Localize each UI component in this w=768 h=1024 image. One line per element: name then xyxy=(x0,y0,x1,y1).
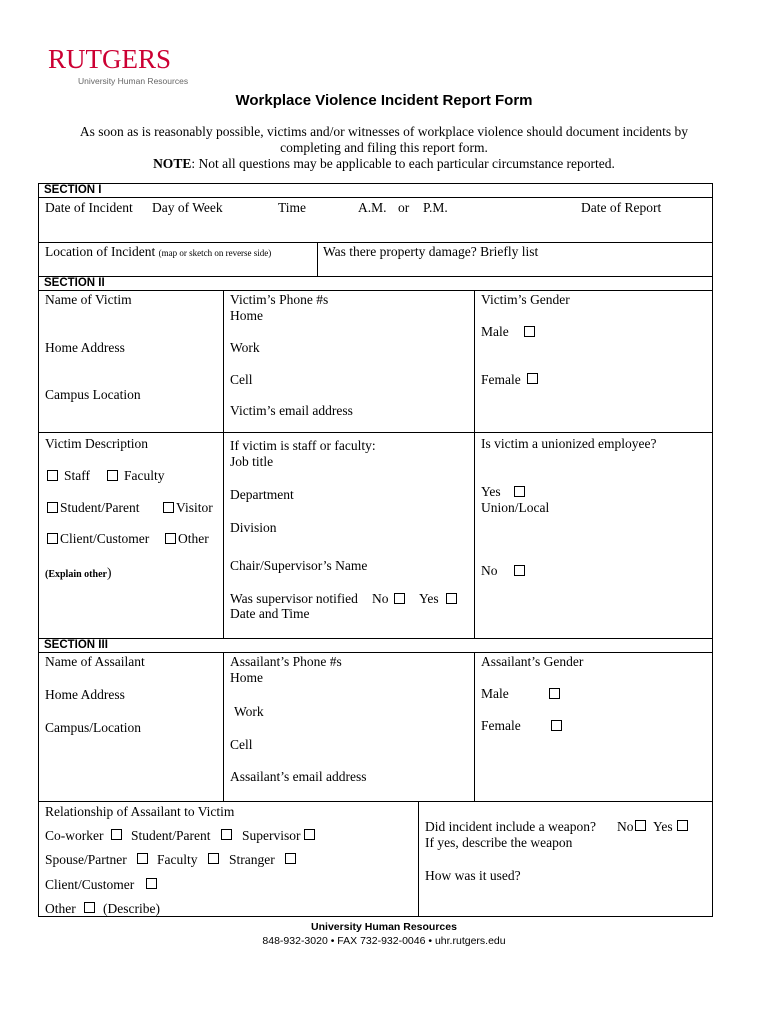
weapon-question-label: Did incident include a weapon? xyxy=(425,819,596,834)
rel-other-label: Other xyxy=(45,901,76,916)
rel-faculty-label: Faculty xyxy=(157,852,198,867)
day-of-week-label: Day of Week xyxy=(152,200,223,215)
supervisor-notified-yes-checkbox[interactable] xyxy=(446,593,457,604)
section-3-heading: SECTION III xyxy=(44,639,108,651)
assailant-male-checkbox[interactable] xyxy=(549,688,560,699)
time-label: Time xyxy=(278,200,307,215)
union-question-label: Is victim a unionized employee? xyxy=(481,436,657,451)
supervisor-label: Supervisor xyxy=(242,828,301,843)
staff-label: Staff xyxy=(64,468,90,483)
staff-checkbox[interactable] xyxy=(47,470,58,481)
victim-gender-heading: Victim’s Gender xyxy=(481,292,570,307)
supervisor-notified-yes-label: Yes xyxy=(419,591,439,606)
rel-other-checkbox[interactable] xyxy=(84,902,95,913)
student-parent-label: Student/Parent xyxy=(60,500,140,515)
client-customer-checkbox[interactable] xyxy=(47,533,58,544)
supervisor-checkbox[interactable] xyxy=(304,829,315,840)
explain-other-text: (Explain other xyxy=(45,569,107,580)
stranger-label: Stranger xyxy=(229,852,275,867)
assailant-home-address-label: Home Address xyxy=(45,687,125,702)
rel-faculty-checkbox[interactable] xyxy=(208,853,219,864)
supervisor-notified-label: Was supervisor notified xyxy=(230,591,358,606)
intro-line-1: As soon as is reasonably possible, victims and/or witnesses of workplace violence should document incidents by xyxy=(79,124,689,139)
victim-phone-heading: Victim’s Phone #s xyxy=(230,292,329,307)
victim-description-label: Victim Description xyxy=(45,436,149,451)
job-title-label: Job title xyxy=(230,454,274,469)
section-2-heading: SECTION II xyxy=(44,277,105,289)
name-of-assailant-label: Name of Assailant xyxy=(45,654,145,669)
spouse-partner-checkbox[interactable] xyxy=(137,853,148,864)
victim-male-checkbox[interactable] xyxy=(524,326,535,337)
weapon-no-label: No xyxy=(617,819,634,834)
assailant-campus-location-label: Campus/Location xyxy=(45,720,141,735)
date-and-time-label: Date and Time xyxy=(230,606,310,621)
explain-other-label xyxy=(45,565,111,581)
assailant-male-label: Male xyxy=(481,686,509,701)
rel-client-customer-checkbox[interactable] xyxy=(146,878,157,889)
location-text: Location of Incident xyxy=(45,244,156,259)
student-parent-checkbox[interactable] xyxy=(47,502,58,513)
faculty-label: Faculty xyxy=(124,468,165,483)
logo-subtitle: University Human Resources xyxy=(78,76,189,86)
note-label: NOTE xyxy=(153,156,192,171)
section-1-heading: SECTION I xyxy=(44,184,102,196)
note-text: : Not all questions may be applicable to each particular circumstance reported. xyxy=(191,156,615,171)
property-damage-label: Was there property damage? Briefly list xyxy=(323,244,539,259)
am-label: A.M. xyxy=(358,200,387,215)
victim-email-label: Victim’s email address xyxy=(230,403,353,418)
assailant-home-phone-label: Home xyxy=(230,670,263,685)
date-of-report-label: Date of Report xyxy=(581,200,662,215)
form-title: Workplace Violence Incident Report Form xyxy=(235,92,533,109)
assailant-cell-phone-label: Cell xyxy=(230,737,253,752)
location-label xyxy=(45,244,271,260)
union-no-label: No xyxy=(481,563,498,578)
other-label: Other xyxy=(178,531,209,546)
visitor-checkbox[interactable] xyxy=(163,502,174,513)
supervisor-notified-no-checkbox[interactable] xyxy=(394,593,405,604)
client-customer-label: Client/Customer xyxy=(60,531,150,546)
rel-student-parent-checkbox[interactable] xyxy=(221,829,232,840)
coworker-label: Co-worker xyxy=(45,828,104,843)
victim-work-phone-label: Work xyxy=(230,340,260,355)
assailant-work-phone-label: Work xyxy=(234,704,264,719)
describe-weapon-label: If yes, describe the weapon xyxy=(425,835,573,850)
victim-home-phone-label: Home xyxy=(230,308,263,323)
visitor-label: Visitor xyxy=(176,500,213,515)
footer-title: University Human Resources xyxy=(311,921,457,933)
assailant-gender-heading: Assailant’s Gender xyxy=(481,654,584,669)
relationship-label: Relationship of Assailant to Victim xyxy=(45,804,235,819)
weapon-yes-checkbox[interactable] xyxy=(677,820,688,831)
rel-student-parent-label: Student/Parent xyxy=(131,828,211,843)
union-local-label: Union/Local xyxy=(481,500,550,515)
victim-female-checkbox[interactable] xyxy=(527,373,538,384)
stranger-checkbox[interactable] xyxy=(285,853,296,864)
division-label: Division xyxy=(230,520,277,535)
victim-male-label: Male xyxy=(481,324,509,339)
victim-female-label: Female xyxy=(481,372,521,387)
assailant-female-label: Female xyxy=(481,718,521,733)
department-label: Department xyxy=(230,487,294,502)
chair-supervisor-label: Chair/Supervisor’s Name xyxy=(230,558,368,573)
union-yes-label: Yes xyxy=(481,484,501,499)
name-of-victim-label: Name of Victim xyxy=(45,292,132,307)
how-used-label: How was it used? xyxy=(425,868,521,883)
assailant-phone-heading: Assailant’s Phone #s xyxy=(230,654,342,669)
logo-wordmark: RUTGERS xyxy=(48,44,172,74)
note-line xyxy=(0,156,768,172)
footer-contact: 848-932-3020 • FAX 732-932-0046 • uhr.rutgers.edu xyxy=(262,935,506,947)
coworker-checkbox[interactable] xyxy=(111,829,122,840)
assailant-female-checkbox[interactable] xyxy=(551,720,562,731)
union-no-checkbox[interactable] xyxy=(514,565,525,576)
faculty-checkbox[interactable] xyxy=(107,470,118,481)
if-staff-label: If victim is staff or faculty: xyxy=(230,438,376,453)
rel-client-customer-label: Client/Customer xyxy=(45,877,135,892)
supervisor-notified-no-label: No xyxy=(372,591,389,606)
victim-home-address-label: Home Address xyxy=(45,340,125,355)
victim-campus-location-label: Campus Location xyxy=(45,387,141,402)
intro-line-2: completing and filing this report form. xyxy=(280,140,488,155)
pm-label: P.M. xyxy=(423,200,448,215)
weapon-no-checkbox[interactable] xyxy=(635,820,646,831)
victim-cell-phone-label: Cell xyxy=(230,372,253,387)
or-label: or xyxy=(398,200,410,215)
assailant-email-label: Assailant’s email address xyxy=(230,769,367,784)
other-checkbox[interactable] xyxy=(165,533,176,544)
weapon-yes-label: Yes xyxy=(653,819,673,834)
rutgers-logo xyxy=(44,44,190,90)
describe-label: (Describe) xyxy=(103,901,160,916)
date-of-incident-label: Date of Incident xyxy=(45,200,133,215)
location-note: (map or sketch on reverse side) xyxy=(158,248,272,258)
explain-other-close: ) xyxy=(106,565,112,580)
spouse-partner-label: Spouse/Partner xyxy=(45,852,127,867)
union-yes-checkbox[interactable] xyxy=(514,486,525,497)
